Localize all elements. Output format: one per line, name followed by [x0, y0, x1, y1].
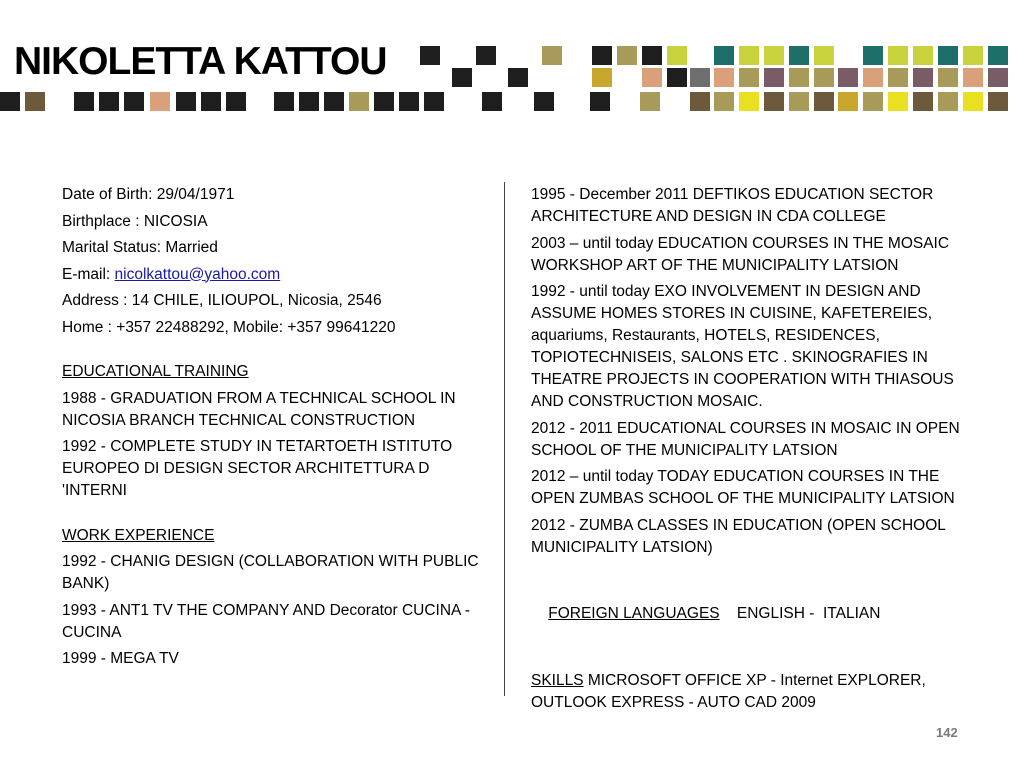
email-label: E-mail: — [62, 265, 115, 283]
left-column — [62, 184, 492, 675]
mosaic-tile — [888, 46, 908, 65]
phone: Home : +357 22488292, Mobile: +357 99641220 — [62, 318, 396, 336]
mosaic-tile — [476, 46, 496, 65]
languages-line — [531, 581, 971, 647]
mosaic-tile — [349, 92, 369, 111]
mosaic-tile — [176, 92, 196, 111]
experience-item: 2012 - 2011 EDUCATIONAL COURSES IN MOSAIC IN OPEN SCHOOL OF THE MUNICIPALITY LATSION — [531, 419, 960, 459]
mosaic-tile — [764, 68, 784, 87]
languages-heading: FOREIGN LANGUAGES — [548, 605, 720, 622]
mosaic-tile — [714, 92, 734, 111]
mosaic-tile — [764, 92, 784, 111]
mosaic-tile — [640, 92, 660, 111]
mosaic-tile — [25, 92, 45, 111]
mosaic-tile — [739, 68, 759, 87]
mosaic-tile — [863, 68, 883, 87]
mosaic-tile — [617, 46, 637, 65]
column-divider — [504, 182, 505, 696]
mosaic-tile — [534, 92, 554, 111]
mosaic-tile — [814, 68, 834, 87]
page-title: NIKOLETTA KATTOU — [14, 40, 387, 83]
mosaic-tile — [789, 92, 809, 111]
mosaic-tile — [814, 46, 834, 65]
mosaic-tile — [420, 46, 440, 65]
mosaic-tile — [274, 92, 294, 111]
mosaic-tile — [913, 46, 933, 65]
mosaic-tile — [888, 68, 908, 87]
mosaic-tile — [838, 68, 858, 87]
mosaic-tile — [399, 92, 419, 111]
mosaic-tile — [963, 46, 983, 65]
mosaic-tile — [963, 92, 983, 111]
address: Address : 14 CHILE, ILIOUPOL, Nicosia, 2546 — [62, 292, 382, 309]
mosaic-tile — [542, 46, 562, 65]
mosaic-tile — [150, 92, 170, 111]
marital-status: Marital Status: Married — [62, 239, 218, 256]
skills-heading: SKILLS — [531, 671, 584, 689]
experience-item: 2012 – until today TODAY EDUCATION COURSES IN THE OPEN ZUMBAS SCHOOL OF THE MUNICIPALITY LATSION — [531, 468, 955, 507]
work-heading: WORK EXPERIENCE — [62, 526, 215, 544]
skills-value: MICROSOFT OFFICE XP - Internet EXPLORER, OUTLOOK EXPRESS - AUTO CAD 2009 — [531, 671, 926, 711]
mosaic-tile — [374, 92, 394, 111]
mosaic-tile — [988, 68, 1008, 87]
mosaic-tile — [739, 92, 759, 111]
mosaic-tile — [508, 68, 528, 87]
skills-line — [531, 670, 971, 714]
mosaic-tile — [913, 68, 933, 87]
experience-item: 2003 – until today EDUCATION COURSES IN THE MOSAIC WORKSHOP ART OF THE MUNICIPALITY LATSION — [531, 234, 950, 274]
email-link[interactable]: nicolkattou@yahoo.com — [114, 265, 281, 283]
mosaic-tile — [592, 46, 612, 65]
education-heading: EDUCATIONAL TRAINING — [62, 363, 249, 380]
mosaic-tile — [452, 68, 472, 87]
mosaic-tile — [863, 46, 883, 65]
mosaic-tile — [814, 92, 834, 111]
mosaic-tile — [963, 68, 983, 87]
mosaic-tile — [913, 92, 933, 111]
mosaic-tile — [74, 92, 94, 111]
mosaic-tile — [690, 92, 710, 111]
experience-item: 1995 - December 2011 DEFTIKOS EDUCATION SECTOR ARCHITECTURE AND DESIGN IN CDA COLLEGE — [531, 186, 934, 225]
experience-item: 2012 - ZUMBA CLASSES IN EDUCATION (OPEN SCHOOL MUNICIPALITY LATSION) — [531, 516, 946, 556]
mosaic-tile — [714, 68, 734, 87]
mosaic-tile — [690, 68, 710, 87]
mosaic-tile — [299, 92, 319, 111]
mosaic-tile — [714, 46, 734, 65]
mosaic-tile — [938, 92, 958, 111]
experience-item: 1992 - until today EXO INVOLVEMENT IN DESIGN AND ASSUME HOMES STORES IN CUISINE, KAFETEREIES, aquariums, Restaurants, HOTELS, RESIDENCES, TOPIOTECHNISEIS, SALONS ETC . SKINOGRAFIES IN THEATRE PROJECTS IN COOPERATION WITH THIASOUS AND CONSTRUCTION MOSAIC. — [531, 283, 954, 410]
mosaic-tile — [789, 46, 809, 65]
mosaic-tile — [0, 92, 20, 111]
mosaic-tile — [642, 68, 662, 87]
right-column — [531, 184, 971, 718]
work-item: 1993 - ANT1 TV THE COMPANY AND Decorator CUCINA - CUCINA — [62, 601, 471, 641]
work-item: 1999 - MEGA TV — [62, 650, 179, 667]
mosaic-tile — [324, 92, 344, 111]
languages-value: ENGLISH - ITALIAN — [719, 605, 881, 622]
mosaic-tile — [99, 92, 119, 111]
mosaic-tile — [938, 46, 958, 65]
mosaic-tile — [863, 92, 883, 111]
mosaic-tile — [424, 92, 444, 111]
mosaic-tile — [739, 46, 759, 65]
birthplace: Birthplace : NICOSIA — [62, 212, 208, 230]
work-item: 1992 - CHANIG DESIGN (COLLABORATION WITH PUBLIC BANK) — [62, 553, 479, 592]
mosaic-tile — [590, 92, 610, 111]
mosaic-tile — [988, 46, 1008, 65]
mosaic-tile — [667, 68, 687, 87]
education-item: 1992 - COMPLETE STUDY IN TETARTOETH ISTITUTO EUROPEO DI DESIGN SECTOR ARCHITETTURA D 'INTERNI — [62, 438, 453, 499]
mosaic-tile — [592, 68, 612, 87]
mosaic-tile — [642, 46, 662, 65]
mosaic-tile — [888, 92, 908, 111]
page-number: 142 — [936, 725, 958, 740]
mosaic-tile — [838, 92, 858, 111]
education-item: 1988 - GRADUATION FROM A TECHNICAL SCHOOL IN NICOSIA BRANCH TECHNICAL CONSTRUCTION — [62, 389, 456, 429]
mosaic-tile — [667, 46, 687, 65]
mosaic-tile — [938, 68, 958, 87]
mosaic-tile — [482, 92, 502, 111]
mosaic-tile — [988, 92, 1008, 111]
email-line — [62, 264, 492, 286]
mosaic-tile — [124, 92, 144, 111]
date-of-birth: Date of Birth: 29/04/1971 — [62, 186, 235, 203]
mosaic-tile — [201, 92, 221, 111]
mosaic-tile — [764, 46, 784, 65]
mosaic-tile — [789, 68, 809, 87]
mosaic-tile — [226, 92, 246, 111]
